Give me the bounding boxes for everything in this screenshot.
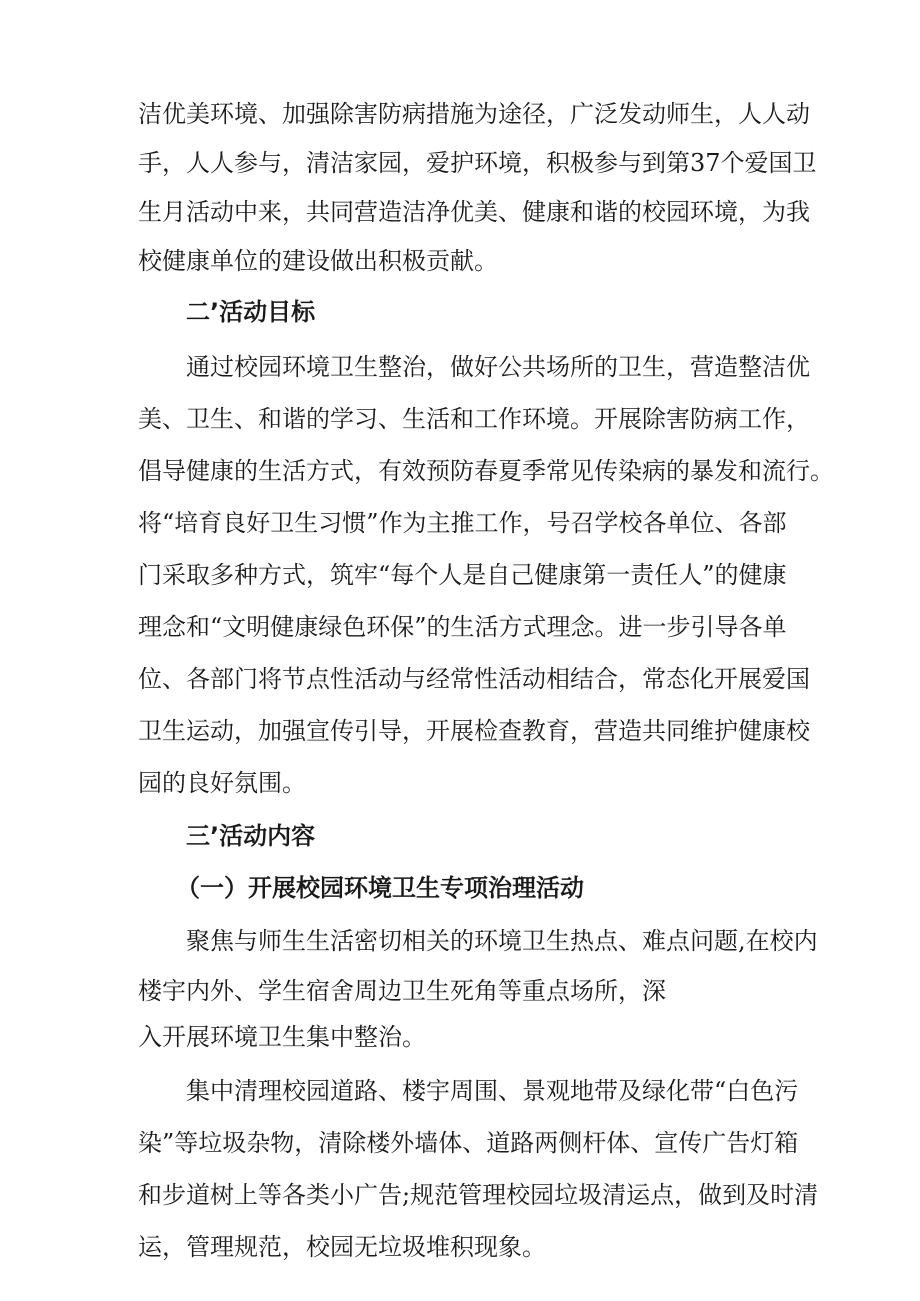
text-line: 和步道树上等各类小广告;规范管理校园垃圾清运点，做到及时清 bbox=[138, 1181, 819, 1209]
text-line: 倡导健康的生活方式，有效预防春夏季常见传染病的暴发和流行。 bbox=[138, 457, 834, 485]
text-line: 校健康单位的建设做出积极贡献。 bbox=[138, 247, 498, 275]
section-heading: 三’活动内容 bbox=[186, 822, 316, 850]
subsection-heading: （一）开展校园环境卫生专项治理活动 bbox=[176, 874, 584, 902]
text-line: 聚焦与师生生活密切相关的环境卫生热点、难点问题,在校内 bbox=[186, 927, 818, 955]
text-line: 将“培育良好卫生习惯”作为主推工作，号召学校各单位、各部 bbox=[138, 509, 787, 537]
text-line: 通过校园环境卫生整治，做好公共场所的卫生，营造整洁优 bbox=[186, 353, 810, 381]
text-line: 楼宇内外、学生宿舍周边卫生死角等重点场所，深 bbox=[138, 977, 666, 1005]
text-line: 园的良好氛围。 bbox=[138, 769, 306, 797]
section-heading: 二’活动目标 bbox=[186, 298, 316, 326]
text-line: 运，管理规范，校园无垃圾堆积现象。 bbox=[138, 1233, 546, 1261]
text-line: 洁优美环境、加强除害防病措施为途径，广泛发动师生，人人动 bbox=[138, 100, 810, 128]
text-line: 位、各部门将节点性活动与经常性活动相结合，常态化开展爱国 bbox=[138, 665, 810, 693]
text-line: 门采取多种方式，筑牢“每个人是自己健康第一责任人”的健康 bbox=[138, 561, 787, 589]
text-line: 生月活动中来，共同营造洁净优美、健康和谐的校园环境，为我 bbox=[138, 198, 810, 226]
text-line: 卫生运动，加强宣传引导，开展检查教育，营造共同维护健康校 bbox=[138, 717, 810, 745]
text-line: 集中清理校园道路、楼宇周围、景观地带及绿化带“白色污 bbox=[186, 1077, 799, 1105]
text-line: 手，人人参与，清洁家园，爱护环境，积极参与到第37个爱国卫 bbox=[138, 149, 817, 177]
text-line: 入开展环境卫生集中整治。 bbox=[138, 1023, 426, 1051]
text-line: 美、卫生、和谐的学习、生活和工作环境。开展除害防病工作， bbox=[138, 405, 810, 433]
text-line: 理念和“文明健康绿色环保”的生活方式理念。进一步引导各单 bbox=[138, 613, 787, 641]
text-line: 染”等垃圾杂物，清除楼外墙体、道路两侧杆体、宣传广告灯箱 bbox=[138, 1129, 799, 1157]
